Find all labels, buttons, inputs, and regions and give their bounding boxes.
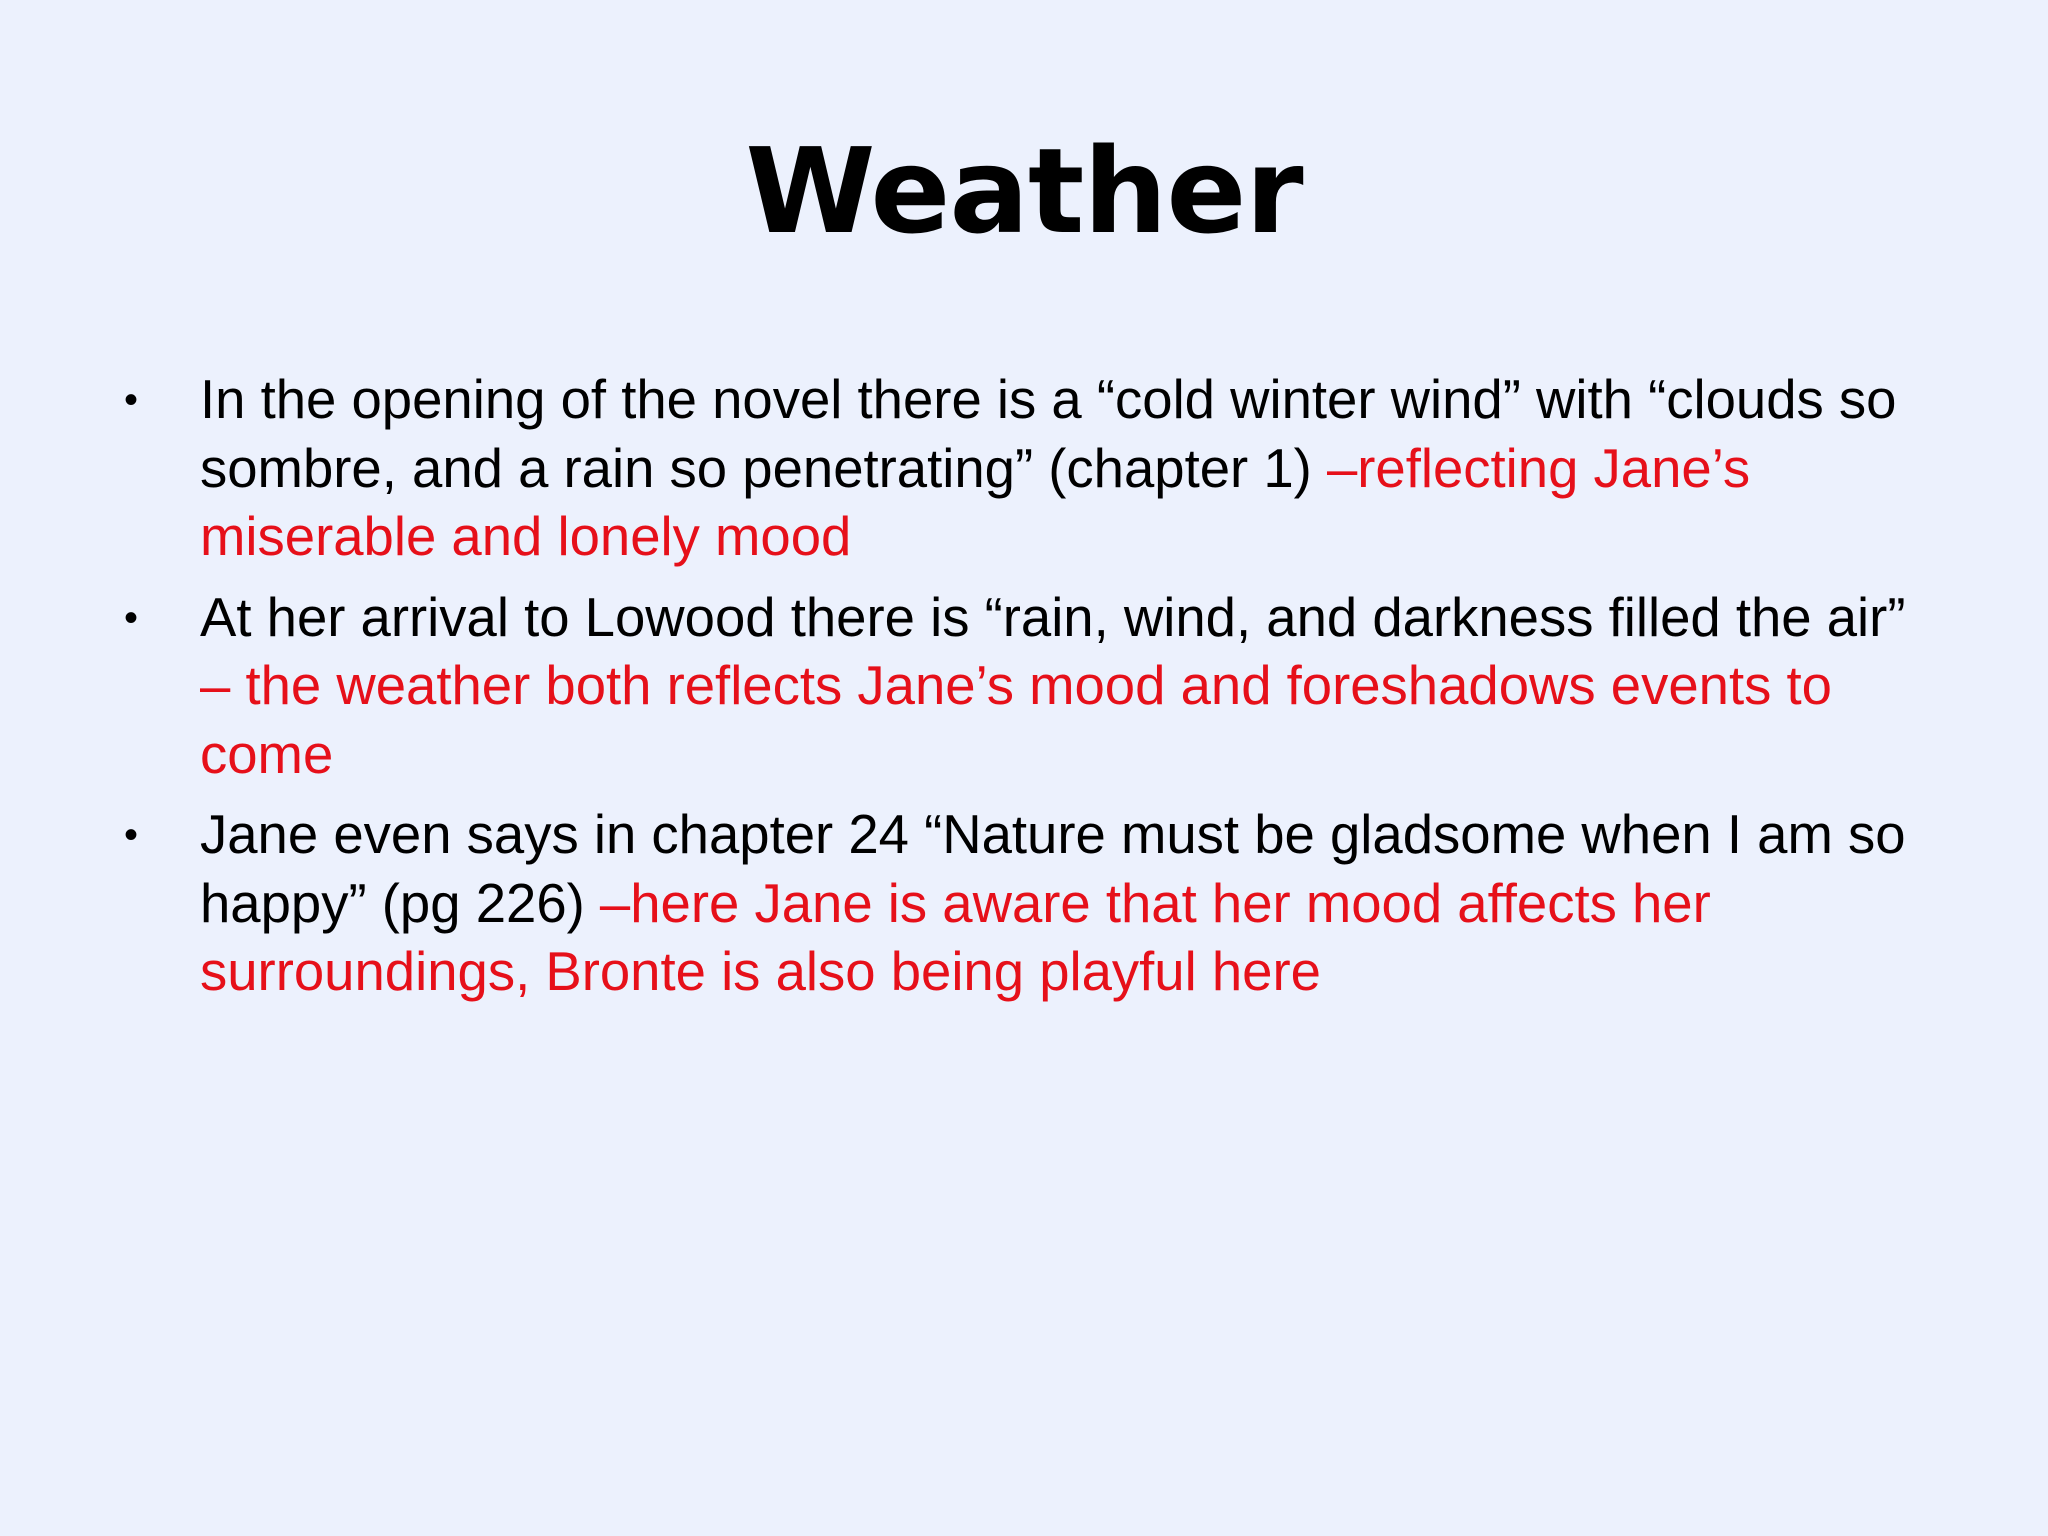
bullet-dot-icon: • [124, 378, 139, 422]
bullet-text: At her arrival to Lowood there is “rain, wind, and darkness filled the air” [200, 586, 1906, 648]
bullet-item-lowood-arrival [124, 584, 1924, 790]
bullet-comment: –here Jane is aware that her mood affects her surroundings, Bronte is also being playful here [200, 872, 1711, 1002]
bullet-dot-icon: • [124, 813, 139, 857]
bullet-text: Jane even says in chapter 24 “Nature must be gladsome when I am so happy” (pg 226) [200, 804, 1906, 934]
bullet-list [124, 366, 1924, 1019]
bullet-item-opening-weather [124, 366, 1924, 572]
bullet-comment: –reflecting Jane’s miserable and lonely mood [200, 437, 1751, 567]
bullet-item-chapter-24 [124, 801, 1924, 1007]
slide-title: Weather [745, 122, 1303, 260]
bullet-dot-icon: • [124, 595, 139, 640]
bullet-comment: – the weather both reflects Jane’s mood and foreshadows events to come [200, 655, 1832, 785]
bullet-text: In the opening of the novel there is a “cold winter wind” with “clouds so sombre, and a rain so penetrating” (chapter 1) [200, 369, 1897, 499]
